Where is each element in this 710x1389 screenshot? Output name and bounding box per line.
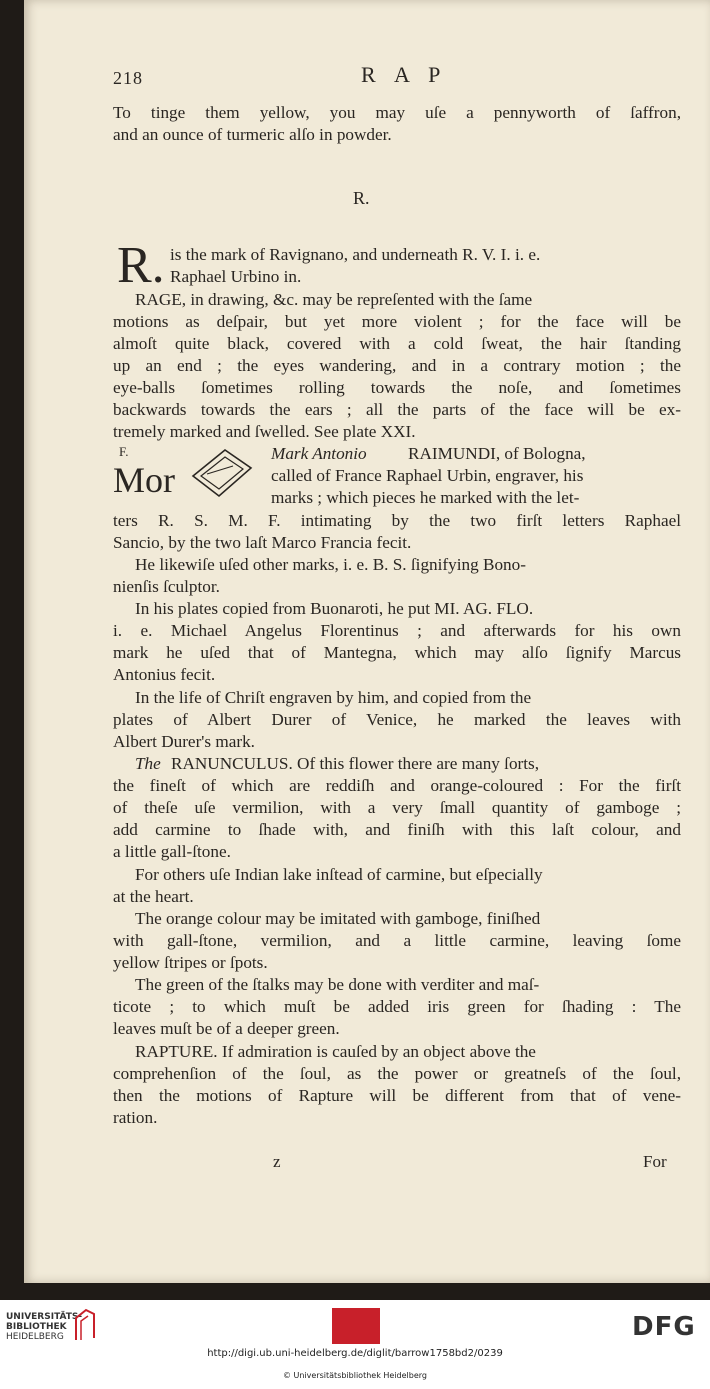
- text-line: comprehenſion of the ſoul, as the power or greatneſs of the ſoul,: [113, 1064, 681, 1083]
- digitization-seal-icon: [332, 1308, 380, 1344]
- section-letter: R.: [353, 188, 370, 208]
- library-logo-icon: [72, 1308, 98, 1342]
- library-line-2: BIBLIOTHEK: [6, 1322, 67, 1332]
- text-line: eye-balls ſometimes rolling towards the noſe, and ſometimes: [113, 378, 681, 397]
- mark-f-letter: F.: [119, 444, 129, 459]
- text-line: The orange colour may be imitated with gamboge, finiſhed: [135, 909, 541, 928]
- text-line: To tinge them yellow, you may uſe a pennyworth of ſaffron,: [113, 103, 681, 122]
- text-line: ration.: [113, 1108, 158, 1127]
- text-line: motions as deſpair, but yet more violent ; for the face will be: [113, 312, 681, 331]
- library-logo-text: [6, 1312, 82, 1342]
- text-line: almoſt quite black, covered with a cold ſweat, the hair ſtanding: [113, 334, 681, 353]
- text-line: at the heart.: [113, 887, 194, 906]
- text-line: add carmine to ſhade with, and finiſh with this laſt colour, and: [113, 820, 681, 839]
- copyright: © Universitätsbibliothek Heidelberg: [282, 1371, 427, 1380]
- library-line-3: HEIDELBERG: [6, 1332, 64, 1342]
- text-line: Sancio, by the two laſt Marco Francia fecit.: [113, 533, 412, 552]
- text-line: RAIMUNDI, of Bologna,: [408, 444, 586, 463]
- footer-bar: [0, 1300, 710, 1389]
- dfg-logo: DFG: [632, 1312, 696, 1342]
- text-line: with gall-ſtone, vermilion, and a little carmine, leaving ſome: [113, 931, 681, 950]
- text-line: Antonius fecit.: [113, 665, 216, 684]
- text-line: Raphael Urbino in.: [170, 267, 302, 286]
- running-header: [113, 62, 681, 92]
- text-line: ticote ; to which muſt be added iris green for ſhading : The: [113, 997, 681, 1016]
- text-line: mark he uſed that of Mantegna, which may alſo ſignify Marcus: [113, 643, 681, 662]
- italic-the: The: [135, 754, 161, 773]
- text-line: and an ounce of turmeric alſo in powder.: [113, 125, 392, 144]
- library-line-1: UNIVERSITÄTS-: [6, 1312, 83, 1322]
- text-line: marks ; which pieces he marked with the let-: [271, 488, 580, 507]
- text-line: backwards towards the ears ; all the parts of the face will be ex-: [113, 400, 681, 419]
- text-line: the fineſt of which are reddiſh and orange-coloured : For the firſt: [113, 776, 681, 795]
- text-line: RAGE, in drawing, &c. may be repreſented with the ſame: [135, 290, 533, 309]
- text-line: For others uſe Indian lake inſtead of carmine, but eſpecially: [135, 865, 543, 884]
- text-line: i. e. Michael Angelus Florentinus ; and afterwards for his own: [113, 621, 681, 640]
- running-head: R A P: [361, 62, 448, 87]
- text-line: up an end ; the eyes wandering, and in a contrary motion ; the: [113, 356, 681, 375]
- italic-mark-antonio: Mark Antonio: [271, 444, 367, 463]
- text-line: a little gall-ſtone.: [113, 842, 231, 861]
- text-line: In the life of Chriſt engraven by him, and copied from the: [135, 688, 532, 707]
- text-line: leaves muſt be of a deeper green.: [113, 1019, 340, 1038]
- big-initial: R.: [117, 237, 165, 294]
- text-line: plates of Albert Durer of Venice, he marked the leaves with: [113, 710, 681, 729]
- page-number: 218: [113, 68, 143, 88]
- text-line: The green of the ſtalks may be done with verditer and maſ-: [135, 975, 540, 994]
- text-line: nienſis ſculptor.: [113, 577, 220, 596]
- text-line: is the mark of Ravignano, and underneath R. V. I. i. e.: [170, 245, 541, 264]
- text-line: Albert Durer's mark.: [113, 732, 255, 751]
- text-line: ters R. S. M. F. intimating by the two firſt letters Raphael: [113, 511, 681, 530]
- text-line: yellow ſtripes or ſpots.: [113, 953, 268, 972]
- catchword: For: [643, 1152, 667, 1171]
- mark-monogram: Mor: [113, 460, 175, 500]
- text-line: RANUNCULUS. Of this flower there are many ſorts,: [171, 754, 540, 773]
- text-line: of theſe uſe vermilion, with a very ſmall quantity of gamboge ;: [113, 798, 681, 817]
- text-line: called of France Raphael Urbin, engraver, his: [271, 466, 584, 485]
- engraver-monogram-icon: [113, 442, 261, 506]
- text-line: tremely marked and ſwelled. See plate XXI.: [113, 422, 416, 441]
- mark-antonio-label: [271, 443, 367, 465]
- text-line: RAPTURE. If admiration is cauſed by an object above the: [135, 1042, 536, 1061]
- the-label: [135, 753, 161, 775]
- signature-mark: z: [273, 1152, 281, 1171]
- text-line: He likewiſe uſed other marks, i. e. B. S. ſignifying Bono-: [135, 555, 526, 574]
- text-line: In his plates copied from Buonaroti, he put MI. AG. FLO.: [135, 599, 534, 618]
- source-url[interactable]: http://digi.ub.uni-heidelberg.de/diglit/barrow1758bd2/0239: [207, 1348, 503, 1359]
- text-line: then the motions of Rapture will be different from that of vene-: [113, 1086, 681, 1105]
